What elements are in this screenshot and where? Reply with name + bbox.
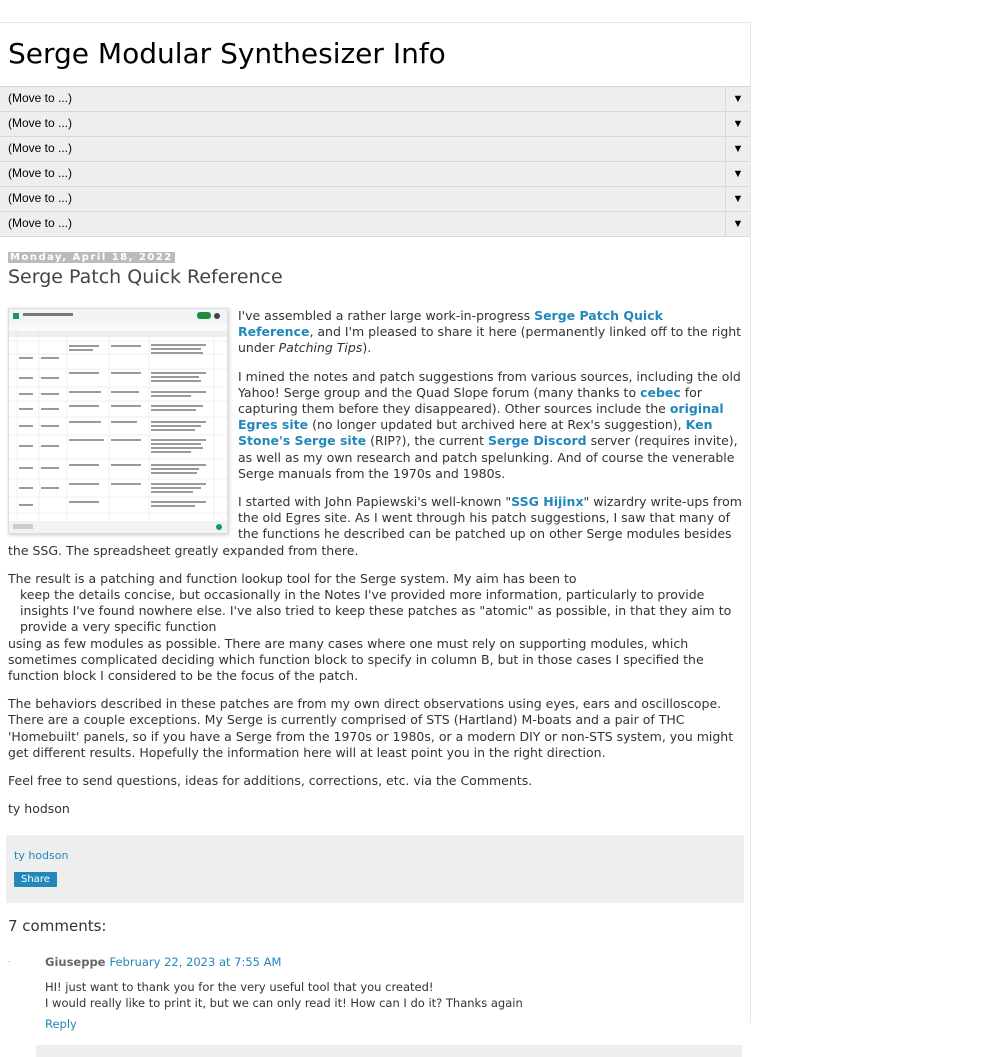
serge-patch-quick-reference-link[interactable]: Serge Patch Quick Reference: [238, 308, 663, 340]
text: " wizardry write-ups from the old Egres site. As I went through his patch suggestions, I saw that many of the functions he described can be patched up on other Serge modules besides the SSG. The spreadsheet greatly expanded from there.: [8, 494, 742, 558]
text: I've assembled a rather large work-in-progress: [238, 308, 535, 323]
text: (RIP?), the current: [366, 433, 488, 449]
nav-select-6[interactable]: [0, 211, 750, 237]
nav-select-4[interactable]: [0, 161, 750, 186]
nav-select-label: (Move to ...): [8, 141, 73, 155]
text: ).: [362, 340, 372, 356]
original-egres-site-link[interactable]: original Egres site: [238, 401, 724, 433]
nav-select-2[interactable]: [0, 111, 750, 136]
text: server (requires invite), as well as my own research and patch spelunking. And of course the venerable Serge manuals from the 1970s and 1980s.: [238, 433, 738, 481]
chevron-down-icon[interactable]: ▼: [725, 137, 750, 161]
nav-select-label: (Move to ...): [8, 216, 73, 230]
serge-discord-link[interactable]: Serge Discord: [487, 433, 587, 449]
post-date: Monday, April 18, 2022: [10, 252, 173, 263]
comment: [0, 955, 750, 1031]
post-paragraph-4a: The result is a patching and function lookup tool for the Serge system. My aim has been to: [8, 570, 577, 586]
post-body: [0, 308, 750, 817]
patching-tips-text: Patching Tips: [278, 340, 363, 356]
cebec-link[interactable]: cebec: [640, 384, 681, 400]
nav-select-label: (Move to ...): [8, 166, 73, 180]
chevron-down-icon[interactable]: ▼: [725, 112, 750, 136]
comment-line: I would really like to print it, but we can only read it! How can I do it? Thanks again: [45, 996, 523, 1011]
post-paragraph-4b: keep the details concise, but occasionally in the Notes I've provided more information, particularly to provide insights I've found nowhere else. I've also tried to keep these patches as "atomic" as possible, in that they aim to provide a very specific function: [20, 587, 732, 635]
text: for capturing them before they disappeared). Other sources include the: [238, 384, 702, 417]
nav-select-5[interactable]: [0, 186, 750, 211]
comment-author: Giuseppe: [45, 955, 106, 970]
chevron-down-icon[interactable]: ▼: [725, 212, 750, 236]
chevron-down-icon[interactable]: ▼: [725, 162, 750, 186]
post-author-link[interactable]: ty hodson: [14, 849, 69, 863]
text: , and I'm pleased to share it here (permanently linked off to the right under: [238, 324, 742, 356]
chevron-down-icon[interactable]: ▼: [725, 87, 750, 111]
spreadsheet-image: [9, 309, 227, 533]
nav-selects: [0, 86, 750, 237]
comment-date-link[interactable]: February 22, 2023 at 7:55 AM: [109, 955, 282, 970]
post-paragraph-4c: using as few modules as possible. There are many cases where one must rely on supporting modules, which sometimes complicated deciding which function block to specify in column B, but in those cases I specified the function block I considered to be the focus of the patch.: [8, 635, 704, 684]
text: (no longer updated but archived here at Rex's suggestion),: [308, 417, 686, 433]
post-paragraph-6: Feel free to send questions, ideas for additions, corrections, etc. via the Comments.: [8, 773, 533, 789]
comments-title: 7 comments:: [8, 917, 107, 936]
post-title[interactable]: Serge Patch Quick Reference: [8, 266, 283, 288]
post-paragraph-5: The behaviors described in these patches are from my own direct observations using eyes, ears and oscilloscope. There are a couple exceptions. My Serge is currently comprised of STS (Hartland) M-boats and a pair of THC 'Homebuilt' panels, so if you have a Serge from the 1970s or 1980s, or a modern DIY or non-STS system, you might get different results. Hopefully the information here will at least point you in the right direction.: [8, 696, 734, 760]
chevron-down-icon[interactable]: ▼: [725, 187, 750, 211]
comment-avatar-icon: [8, 961, 10, 962]
text: I mined the notes and patch suggestions from various sources, including the old Yahoo! Serge group and the Quad Slope forum (many thanks to: [238, 368, 741, 400]
post-footer: [6, 835, 744, 903]
text: I started with John Papiewski's well-known ": [238, 494, 512, 510]
post-signature: ty hodson: [8, 801, 70, 817]
spreadsheet-thumbnail[interactable]: [8, 308, 228, 534]
ssg-hijinx-link[interactable]: SSG Hijinx: [511, 494, 584, 510]
comment-text: [45, 979, 750, 1011]
share-button[interactable]: Share: [14, 872, 57, 887]
blog-title[interactable]: Serge Modular Synthesizer Info: [8, 37, 446, 70]
nav-select-label: (Move to ...): [8, 91, 73, 105]
nav-select-3[interactable]: [0, 136, 750, 161]
nav-select-1[interactable]: [0, 86, 750, 111]
nav-select-label: (Move to ...): [8, 191, 73, 205]
comment-line: HI! just want to thank you for the very useful tool that you created!: [45, 980, 434, 995]
nav-select-label: (Move to ...): [8, 116, 73, 130]
reply-button[interactable]: Reply: [45, 1017, 77, 1032]
replies-bar[interactable]: [36, 1045, 742, 1057]
page-container: [0, 22, 751, 1032]
ken-stone-serge-site-link[interactable]: Ken Stone's Serge site: [238, 417, 713, 449]
